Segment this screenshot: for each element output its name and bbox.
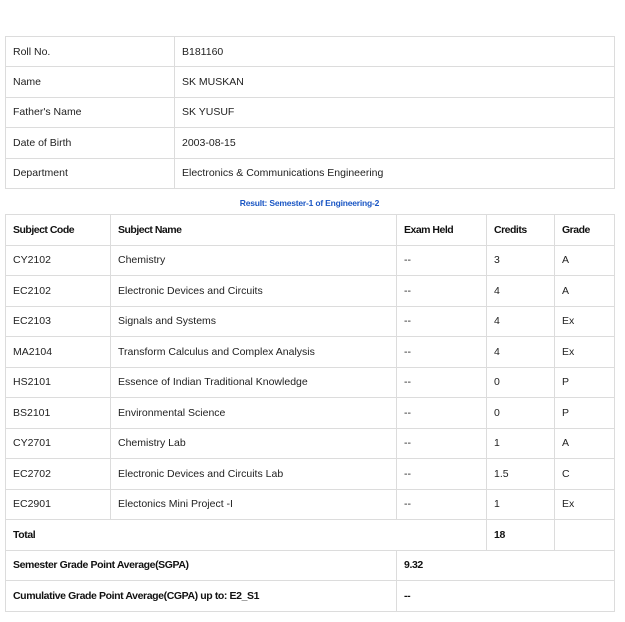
- info-row: [6, 158, 615, 188]
- header-exam-held: Exam Held: [397, 215, 487, 246]
- subject-row: [6, 306, 615, 337]
- info-row: [6, 67, 615, 97]
- subject-row: [6, 398, 615, 429]
- info-label: Date of Birth: [6, 128, 175, 158]
- exam-held: --: [397, 367, 487, 398]
- info-label: Roll No.: [6, 37, 175, 67]
- subject-row: [6, 428, 615, 459]
- credits: 1: [487, 489, 555, 520]
- student-info-table: [5, 36, 615, 189]
- info-value: SK YUSUF: [175, 97, 615, 127]
- credits: 4: [487, 306, 555, 337]
- exam-held: --: [397, 428, 487, 459]
- sgpa-value: 9.32: [397, 550, 615, 581]
- subject-name: Environmental Science: [111, 398, 397, 429]
- info-label: Department: [6, 158, 175, 188]
- subject-code: EC2102: [6, 276, 111, 307]
- subject-name: Chemistry: [111, 245, 397, 276]
- subject-code: CY2701: [6, 428, 111, 459]
- info-row: [6, 97, 615, 127]
- grade: P: [555, 367, 615, 398]
- credits: 1.5: [487, 459, 555, 490]
- grade: Ex: [555, 337, 615, 368]
- subject-code: EC2103: [6, 306, 111, 337]
- grade: P: [555, 398, 615, 429]
- subject-name: Transform Calculus and Complex Analysis: [111, 337, 397, 368]
- cgpa-row: [6, 581, 615, 612]
- credits: 0: [487, 367, 555, 398]
- grade: A: [555, 428, 615, 459]
- result-title: Result: Semester-1 of Engineering-2: [239, 198, 380, 208]
- subject-row: [6, 489, 615, 520]
- exam-held: --: [397, 398, 487, 429]
- exam-held: --: [397, 276, 487, 307]
- subject-code: EC2702: [6, 459, 111, 490]
- exam-held: --: [397, 245, 487, 276]
- total-grade-empty: [555, 520, 615, 551]
- student-info-body: [6, 37, 615, 189]
- exam-held: --: [397, 306, 487, 337]
- grade: A: [555, 245, 615, 276]
- exam-held: --: [397, 489, 487, 520]
- subject-code: CY2102: [6, 245, 111, 276]
- subject-code: EC2901: [6, 489, 111, 520]
- info-row: [6, 128, 615, 158]
- cgpa-value: --: [397, 581, 615, 612]
- subject-row: [6, 245, 615, 276]
- total-label: Total: [6, 520, 487, 551]
- summary-body: [6, 520, 615, 612]
- subject-code: HS2101: [6, 367, 111, 398]
- info-value: Electronics & Communications Engineering: [175, 158, 615, 188]
- grade: A: [555, 276, 615, 307]
- subject-name: Electronic Devices and Circuits Lab: [111, 459, 397, 490]
- info-label: Father's Name: [6, 97, 175, 127]
- subject-row: [6, 337, 615, 368]
- info-value: B181160: [175, 37, 615, 67]
- header-subject-name: Subject Name: [111, 215, 397, 246]
- credits: 4: [487, 276, 555, 307]
- subject-code: BS2101: [6, 398, 111, 429]
- subject-row: [6, 459, 615, 490]
- exam-held: --: [397, 459, 487, 490]
- subject-name: Signals and Systems: [111, 306, 397, 337]
- info-row: [6, 37, 615, 67]
- cgpa-label: Cumulative Grade Point Average(CGPA) up to: E2_S1: [6, 581, 397, 612]
- result-header-row: [6, 215, 615, 246]
- header-grade: Grade: [555, 215, 615, 246]
- grade: C: [555, 459, 615, 490]
- exam-held: --: [397, 337, 487, 368]
- credits: 3: [487, 245, 555, 276]
- result-table: [5, 214, 615, 612]
- subject-row: [6, 276, 615, 307]
- subject-body: [6, 245, 615, 520]
- sgpa-label: Semester Grade Point Average(SGPA): [6, 550, 397, 581]
- subject-code: MA2104: [6, 337, 111, 368]
- subject-name: Electronic Devices and Circuits: [111, 276, 397, 307]
- subject-name: Electonics Mini Project -I: [111, 489, 397, 520]
- info-label: Name: [6, 67, 175, 97]
- total-row: [6, 520, 615, 551]
- total-credits: 18: [487, 520, 555, 551]
- credits: 0: [487, 398, 555, 429]
- grade: Ex: [555, 306, 615, 337]
- info-value: 2003-08-15: [175, 128, 615, 158]
- grade: Ex: [555, 489, 615, 520]
- header-credits: Credits: [487, 215, 555, 246]
- credits: 4: [487, 337, 555, 368]
- subject-name: Essence of Indian Traditional Knowledge: [111, 367, 397, 398]
- info-value: SK MUSKAN: [175, 67, 615, 97]
- subject-name: Chemistry Lab: [111, 428, 397, 459]
- sgpa-row: [6, 550, 615, 581]
- subject-row: [6, 367, 615, 398]
- header-subject-code: Subject Code: [6, 215, 111, 246]
- credits: 1: [487, 428, 555, 459]
